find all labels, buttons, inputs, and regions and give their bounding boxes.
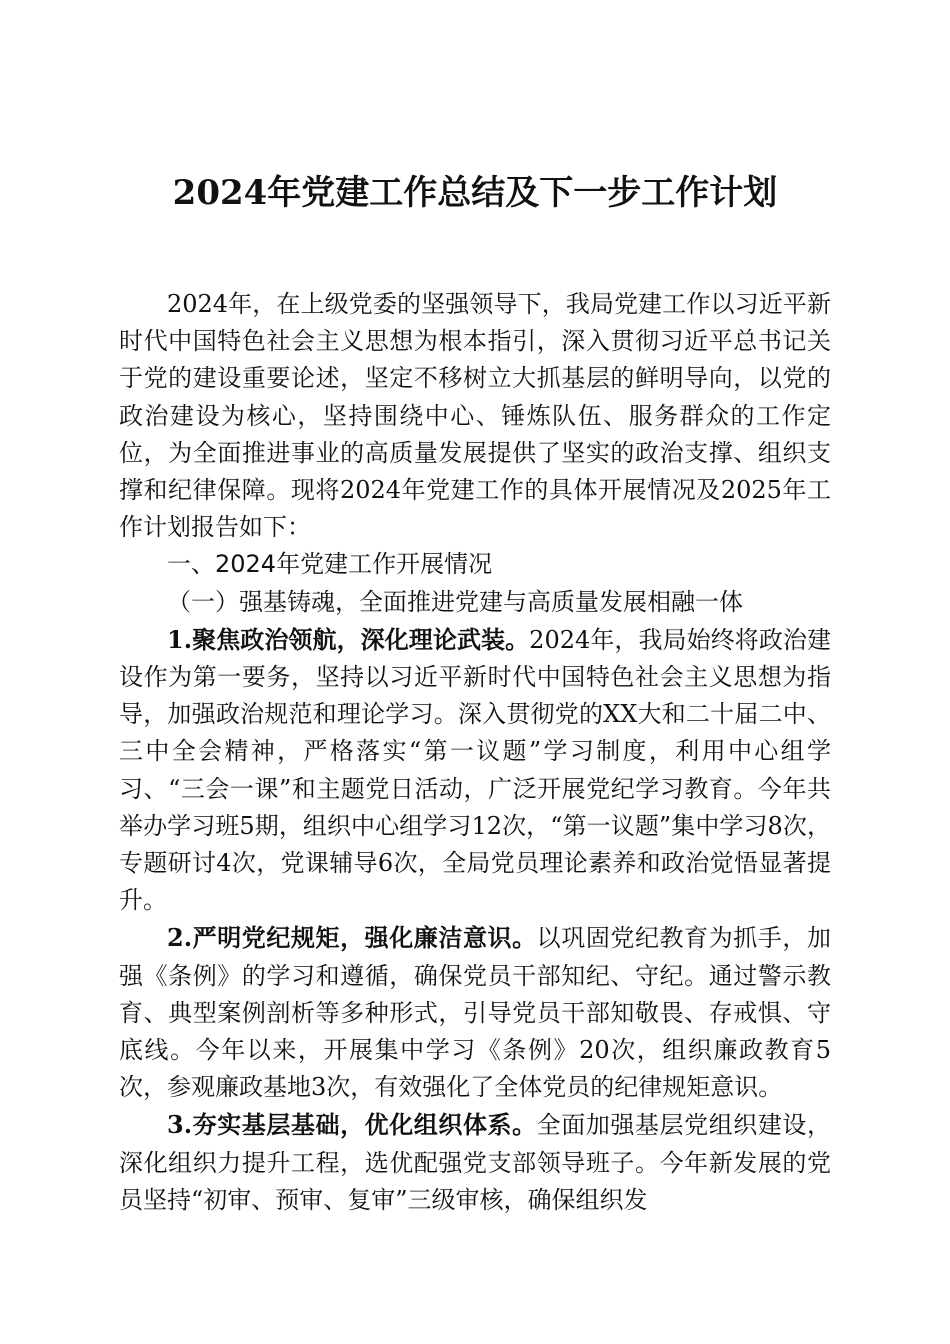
item-paragraph-1 [119,621,831,920]
item-paragraph-3 [119,1106,831,1219]
intro-paragraph: 2024年，在上级党委的坚强领导下，我局党建工作以习近平新时代中国特色社会主义思想为根本指引，深入贯彻习近平总书记关于党的建设重要论述，坚定不移树立大抓基层的鲜明导向，以党的政治建设为核心，坚持围绕中心、锤炼队伍、服务群众的工作定位，为全面推进事业的高质量发展提供了坚实的政治支撑、组织支撑和纪律保障。现将2024年党建工作的具体开展情况及2025年工作计划报告如下： [119,290,831,542]
document-title: 2024年党建工作总结及下一步工作计划 [172,173,778,213]
item-body-1: 2024年，我局始终将政治建设作为第一要务，坚持以习近平新时代中国特色社会主义思想为指导，加强政治规范和理论学习。深入贯彻党的XX大和二十届二中、三中全会精神，严格落实“第一议题”学习制度，利用中心组学习、“三会一课”和主题党日活动，广泛开展党纪学习教育。今年共举办学习班5期，组织中心组学习12次，“第一议题”集中学习8次，专题研讨4次，党课辅导6次，全局党员理论素养和政治觉悟显著提升。 [119,625,831,915]
item-body-2: 以巩固党纪教育为抓手，加强《条例》的学习和遵循，确保党员干部知纪、守纪。通过警示教育、典型案例剖析等多种形式，引导党员干部知敬畏、存戒惧、守底线。今年以来，开展集中学习《条例》20次，组织廉政教育5次，参观廉政基地3次，有效强化了全体党员的纪律规矩意识。 [119,924,831,1102]
item-title-1: 1.聚焦政治领航，深化理论武装。 [167,624,530,654]
section-heading: 一、2024年党建工作开展情况 [167,550,493,579]
item-title-3: 3.夯实基层基础，优化组织体系。 [167,1110,537,1140]
item-title-2: 2.严明党纪规矩，强化廉洁意识。 [167,923,537,953]
item-body-3: 全面加强基层党组织建设，深化组织力提升工程，选优配强党支部领导班子。今年新发展的党员坚持“初审、预审、复审”三级审核，确保组织发 [119,1111,831,1214]
subsection-heading: （一）强基铸魂，全面推进党建与高质量发展相融一体 [167,587,743,616]
item-paragraph-2 [119,919,831,1106]
document-body [119,286,831,1219]
